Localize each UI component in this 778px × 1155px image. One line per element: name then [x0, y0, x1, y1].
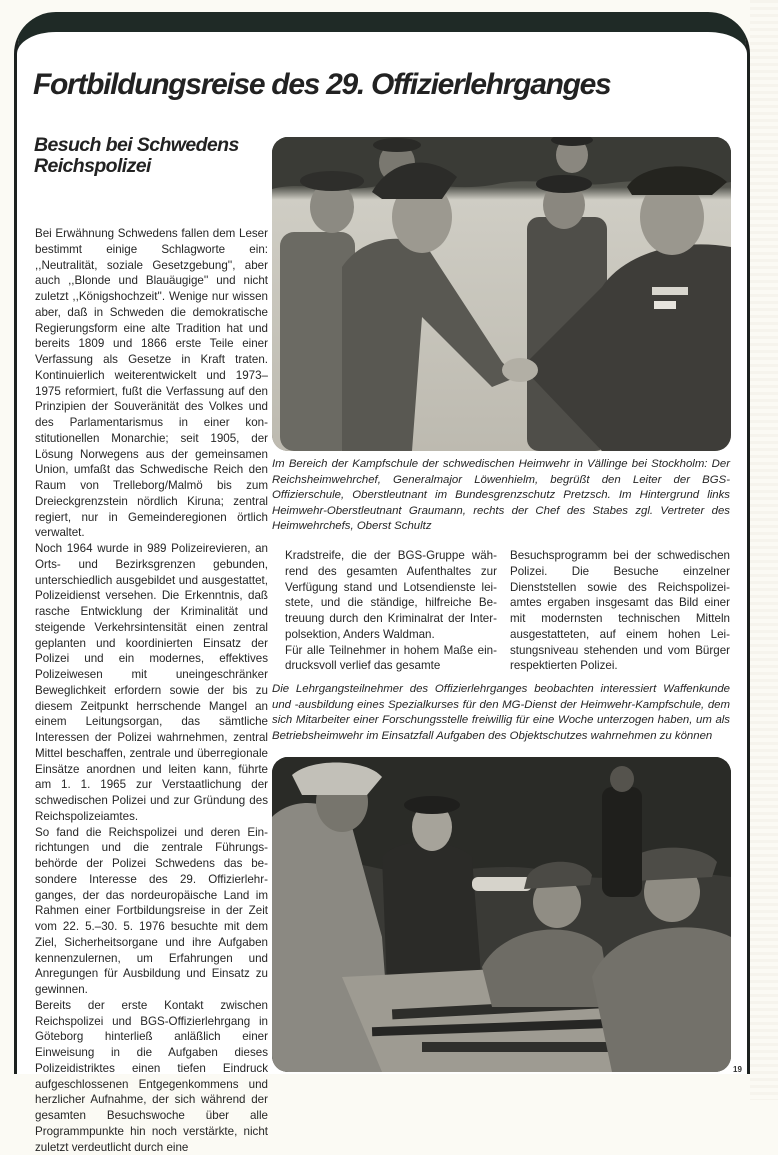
page-edge-texture [750, 0, 778, 1100]
paragraph: Bereits der erste Kontakt zwischen Reichspolizei und BGS-Offizierlehrgang in Göteborg hinterließ anläßlich einer Einweisung in die Aufgaben dieses Polizeidistriktes einen tiefen Eindruck aufgeschlossenen Entgegenkommens und herzlicher Aufnahme, der sich während der gesamten Besuchswoche über alle Programmpunkte hin noch verstärkte, nicht zuletzt verdeutlicht durch eine [35, 998, 268, 1154]
handshake-photo [272, 137, 731, 451]
page-number: 19 [733, 1065, 742, 1074]
paragraph: So fand die Reichspolizei und deren Einrichtungen und die zentrale Führungsbehörde der Polizei Schwedens das besondere Interesse des 29. Offizierlehrganges, der das nordeuropäische Land im Rahmen einer Fortbildungsreise in der Zeit vom 22. 5.–30. 5. 1976 besuchte mit dem Ziel, Sicherheitsorgane und ihre Aufgaben kennenzulernen, um Erfahrungen und Anregungen für Ausbildung und Einsatz zu gewinnen. [35, 825, 268, 996]
page-title: Fortbildungsreise des 29. Offizierlehrganges [33, 68, 611, 101]
paragraph: Besuchsprogramm bei der schwedischen Polizei. Die Besuche einzelner Dienststellen sowie des Reichspolizeiamtes ergaben insgesamt das Bild einer mit modernsten technischen Mitteln ausgestatteten, auf einem hohen Leistungsniveau stehenden und vom Bürger respektierten Polizei. [510, 549, 730, 673]
paragraph: Bei Erwähnung Schwedens fallen dem Leser bestimmt einige Schlagworte ein: ,,Neutralität, soziale Gesetzgebung'', aber auch ,,Blonde und Blauäugige'' und nicht zuletzt ,,Königshochzeit''. Wenige nur wissen aber, daß in Schweden die demokratische Regierungsform eine alte Tradition hat und bereits 1809 und 1866 erste Teile einer Verfassung als Gesetze in Kraft traten. Kontinuierlich weiterentwickelt und 1973–1975 reformiert, fußt die Verfassung auf den Prinzipien der Souveränität des Volkes und des Parlamentarismus in einer konstitutionellen Monarchie; seit 1905, der Lösung Norwegens aus der gemeinsamen Union, umfaßt das Schwedische Reich den Raum von Trelleborg/Malmö bis zum Dreieckgrenzstein nördlich Kiruna; zentral regiert, nur in Gemeinderegionen örtlich verwaltet. [35, 227, 268, 540]
paragraph: Noch 1964 wurde in 989 Polizeirevieren, an Orts- und Bezirksgrenzen gebunden, unterschiedlich ausgebildet und ausgestattet, Polizeidienst versehen. Die Erkenntnis, daß rasche Entwicklung der Kriminalität und steigende Verkehrsintensität einen zentral geplanten und koordinierten Einsatz der Polizei und ein modernes, effektives Polizeiwesen mit uneingeschränker Beweglichkeit erfordern sowie der bis zu diesem Zeitpunkt herrschende Mangel an einem Leitungsorgan, das sämtliche Interessen der Polizei wahrnehmen, zentral Mittel beschaffen, zentrale und überregionale Einsätze anordnen und leiten kann, führte am 1. 1. 1965 zur Verstaatlichung der schwedischen Polizei und zur Gründung des Reichspolizeiamtes. [35, 542, 268, 823]
paragraph: Kradstreife, die der BGS-Gruppe während des gesamten Aufenthaltes zur Verfügung stand und Lotsendienste leistete, und die ständige, hilfreiche Betreuung durch den Kriminalrat der Interpolsektion, Anders Waldman. [285, 549, 497, 641]
article-left-column [35, 226, 268, 1155]
article-subtitle: Besuch bei Schwedens Reichspolizei [34, 134, 239, 177]
photo-caption: Die Lehrgangsteilnehmer des Offizierlehrganges beobachten interessiert Waffenkunde und -ausbildung eines Spezialkurses für den MG-Dienst der Heimwehr-Kampfschule, dem sich Mitarbeiter einer Forschungsstelle freiwillig für eine Woche unterzogen haben, um als Betriebsheimwehr im Einsatzfall Aufgaben des Objektschutzes wahrnehmen zu können [272, 683, 730, 742]
article-middle-column [285, 548, 497, 674]
paragraph: Für alle Teilnehmer in hohem Maße eindrucksvoll verlief das gesamte [285, 643, 497, 673]
article-right-column [510, 548, 730, 674]
weapons-training-photo [272, 757, 731, 1072]
photo-caption: Im Bereich der Kampfschule der schwedischen Heimwehr in Vällinge bei Stockholm: Der Reichsheimwehrchef, Generalmajor Löwenhielm, begrüßt den Leiter der BGS-Offizierschule, Oberstleutnant im Bundesgrenzschutz Pretzsch. Im Hintergrund links Heimwehr-Oberstleutnant Graumann, rechts der Chef des Stabes zgl. Vertreter des Heimwehrchefs, Oberst Schultz [272, 458, 730, 533]
